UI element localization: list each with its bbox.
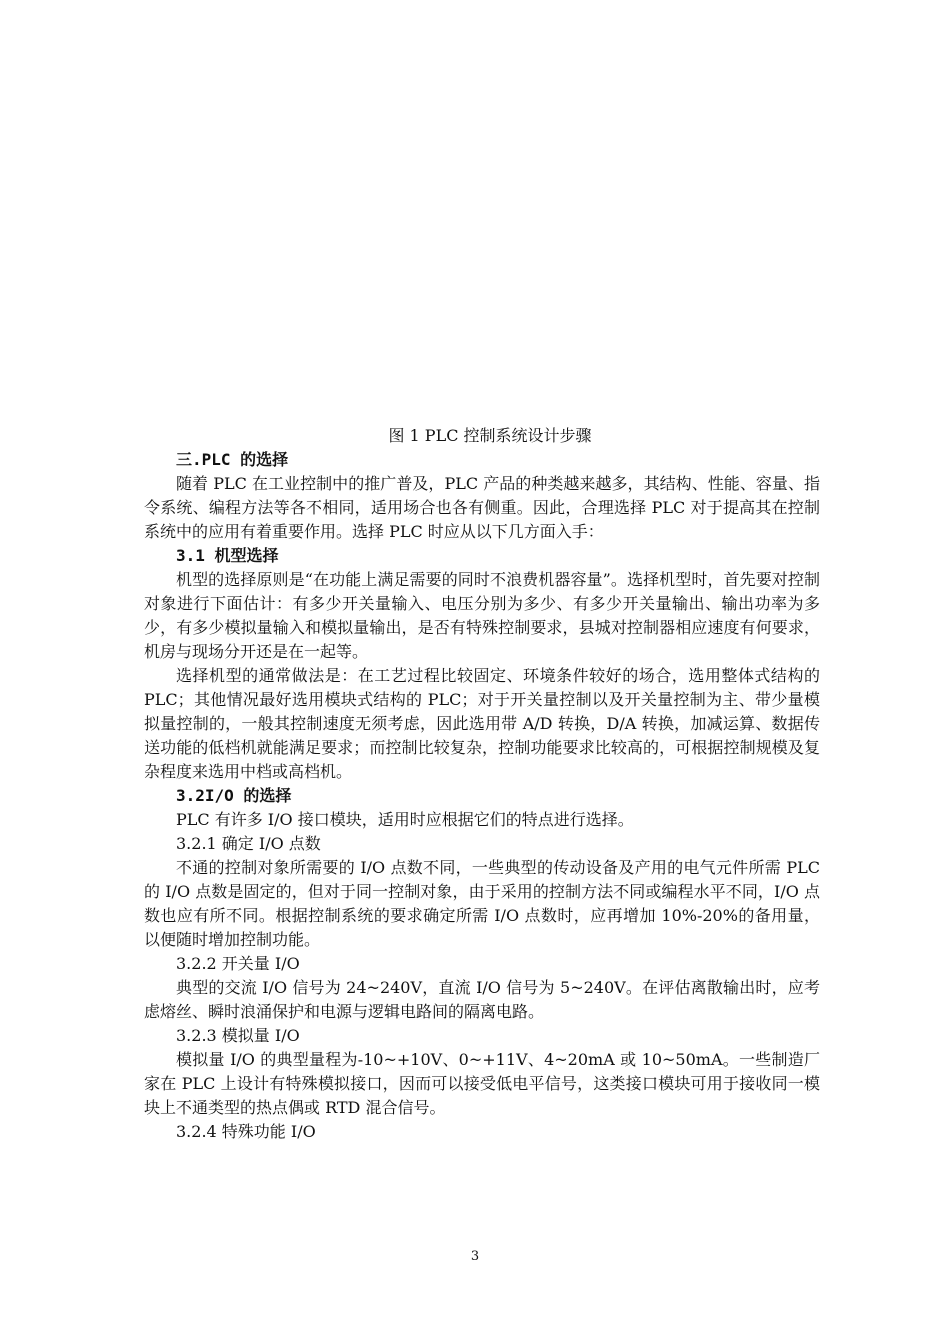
item-heading-3-2-4: 3.2.4 特殊功能 I/O bbox=[176, 1122, 316, 1141]
paragraph-model-selection-principle: 机型的选择原则是“在功能上满足需要的同时不浪费机器容量”。选择机型时，首先要对控制对象进行下面估计：有多少开关量输入、电压分别为多少、有多少开关量输出、输出功率为多少，有多少模拟量输入和模拟量输出，是否有特殊控制要求，县城对控制器相应速度有何要求，机房与现场分开还是在一起等。 bbox=[144, 570, 820, 661]
subsection-heading-3-1: 3.1 机型选择 bbox=[176, 546, 279, 565]
section-intro-paragraph: 随着 PLC 在工业控制中的推广普及，PLC 产品的种类越来越多，其结构、性能、容量、指令系统、编程方法等各不相同，适用场合也各有侧重。因此，合理选择 PLC 对于提高其在控制系统中的应用有着重要作用。选择 PLC 时应从以下几方面入手： bbox=[144, 474, 820, 541]
paragraph-analog-io: 模拟量 I/O 的典型量程为-10~+10V、0~+11V、4~20mA 或 10~50mA。一些制造厂家在 PLC 上设计有特殊模拟接口，因而可以接受低电平信号，这类接口模块可用于接收同一模块上不通类型的热点偶或 RTD 混合信号。 bbox=[144, 1050, 820, 1117]
paragraph-io-points: 不通的控制对象所需要的 I/O 点数不同，一些典型的传动设备及产用的电气元件所需 PLC 的 I/O 点数是固定的，但对于同一控制对象，由于采用的控制方法不同或编程水平不同，I/O 点数也应有所不同。根据控制系统的要求确定所需 I/O 点数时，应再增加 10%-20%的备用量，以便随时增加控制功能。 bbox=[144, 858, 820, 949]
item-heading-3-2-2: 3.2.2 开关量 I/O bbox=[176, 954, 300, 973]
paragraph-io-intro: PLC 有许多 I/O 接口模块，适用时应根据它们的特点进行选择。 bbox=[176, 810, 634, 829]
body-text bbox=[144, 448, 820, 1144]
section-heading: 三.PLC 的选择 bbox=[176, 450, 289, 469]
page-number: 3 bbox=[470, 1249, 480, 1264]
figure-caption: 图 1 PLC 控制系统设计步骤 bbox=[388, 426, 592, 445]
item-heading-3-2-1: 3.2.1 确定 I/O 点数 bbox=[176, 834, 321, 853]
subsection-heading-3-2: 3.2I/O 的选择 bbox=[176, 786, 292, 805]
paragraph-model-selection-practice: 选择机型的通常做法是：在工艺过程比较固定、环境条件较好的场合，选用整体式结构的 PLC；其他情况最好选用模块式结构的 PLC；对于开关量控制以及开关量控制为主、带少量模拟量控制的，一般其控制速度无须考虑，因此选用带 A/D 转换，D/A 转换，加减运算、数据传送功能的低档机就能满足要求；而控制比较复杂，控制功能要求比较高的，可根据控制规模及复杂程度来选用中档或高档机。 bbox=[144, 666, 820, 781]
paragraph-digital-io: 典型的交流 I/O 信号为 24~240V，直流 I/O 信号为 5~240V。在评估离散输出时，应考虑熔丝、瞬时浪涌保护和电源与逻辑电路间的隔离电路。 bbox=[144, 978, 820, 1021]
item-heading-3-2-3: 3.2.3 模拟量 I/O bbox=[176, 1026, 300, 1045]
